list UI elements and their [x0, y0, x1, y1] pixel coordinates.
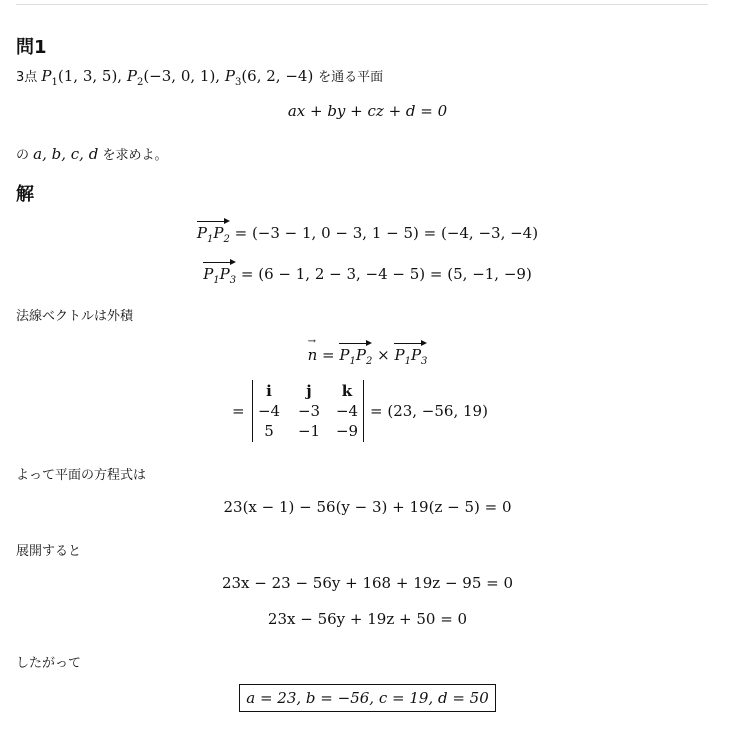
- vector-p1p2-equation: [0, 224, 735, 245]
- point-p3-label: P: [224, 67, 235, 85]
- point-normal-equation: 23(x − 1) − 56(y − 3) + 19(z − 5) = 0: [223, 498, 512, 516]
- ask-prefix: の: [16, 148, 30, 163]
- point-p2-label: P: [126, 67, 137, 85]
- det-cell-r3c3: −9: [335, 422, 359, 440]
- point-p2-coords: (−3, 0, 1),: [143, 67, 221, 85]
- conclusion-text: したがって: [16, 656, 82, 671]
- det-equals: =: [232, 402, 245, 420]
- plane-equation: ax + by + cz + d = 0: [287, 102, 448, 120]
- point-p3-sub: 3: [234, 77, 242, 88]
- det-cell-i: i: [266, 382, 272, 400]
- expand-text: 展開すると: [16, 544, 82, 559]
- vector-p1p2: $P_1P_2$: [196, 224, 230, 245]
- problem-statement: [16, 66, 383, 88]
- final-answer-row: [0, 684, 735, 712]
- vector-p1p3: $P_1P_3$: [203, 265, 237, 286]
- ask-suffix: を求めよ。: [102, 148, 168, 163]
- determinant: [252, 380, 364, 442]
- point-p1-sub: 1: [51, 77, 58, 88]
- det-result: = (23, −56, 19): [370, 402, 488, 420]
- intro-prefix: 3点: [16, 70, 38, 85]
- cross-product-equation: n → = $P_1P_2 \times P_1P_3$: [0, 346, 735, 367]
- expanded-equation: 23x − 23 − 56y + 168 + 19z − 95 = 0: [221, 574, 514, 592]
- normal-vector-text: 法線ベクトルは外積: [16, 309, 134, 324]
- ask-vars: a, b, c, d: [33, 145, 99, 163]
- solution-heading: 解: [16, 184, 34, 205]
- plane-equation-text: よって平面の方程式は: [16, 468, 147, 483]
- det-cell-r2c3: −4: [335, 402, 359, 420]
- vector-p1p3-rhs: = (6 − 1, 2 − 3, −4 − 5) = (5, −1, −9): [240, 265, 532, 283]
- cross-vector-p1p3: $P_1P_3$: [394, 346, 428, 367]
- det-cell-r2c2: −3: [297, 402, 321, 420]
- vector-p1p3-equation: [0, 265, 735, 286]
- point-p3-coords: (6, 2, −4): [241, 67, 314, 85]
- det-cell-r3c1: 5: [264, 422, 274, 440]
- final-answer-box: a = 23, b = −56, c = 19, d = 50: [239, 684, 496, 712]
- normal-vector-symbol: n →: [308, 346, 318, 364]
- point-p1-label: P: [41, 67, 52, 85]
- problem-heading: 問1: [16, 37, 47, 58]
- problem-ask: [16, 144, 167, 163]
- vector-p1p2-rhs: = (−3 − 1, 0 − 3, 1 − 5) = (−4, −3, −4): [234, 224, 539, 242]
- det-cell-k: k: [341, 382, 353, 400]
- cross-times: ×: [377, 346, 390, 364]
- point-p1-coords: (1, 3, 5),: [57, 67, 123, 85]
- det-cell-r2c1: −4: [257, 402, 281, 420]
- simplified-equation: 23x − 56y + 19z + 50 = 0: [267, 610, 468, 628]
- det-cell-j: j: [306, 382, 312, 400]
- intro-suffix: を通る平面: [318, 70, 384, 85]
- top-divider: [16, 4, 708, 5]
- point-p2-sub: 2: [136, 77, 144, 88]
- cross-vector-p1p2: $P_1P_2$: [339, 346, 373, 367]
- det-cell-r3c2: −1: [297, 422, 321, 440]
